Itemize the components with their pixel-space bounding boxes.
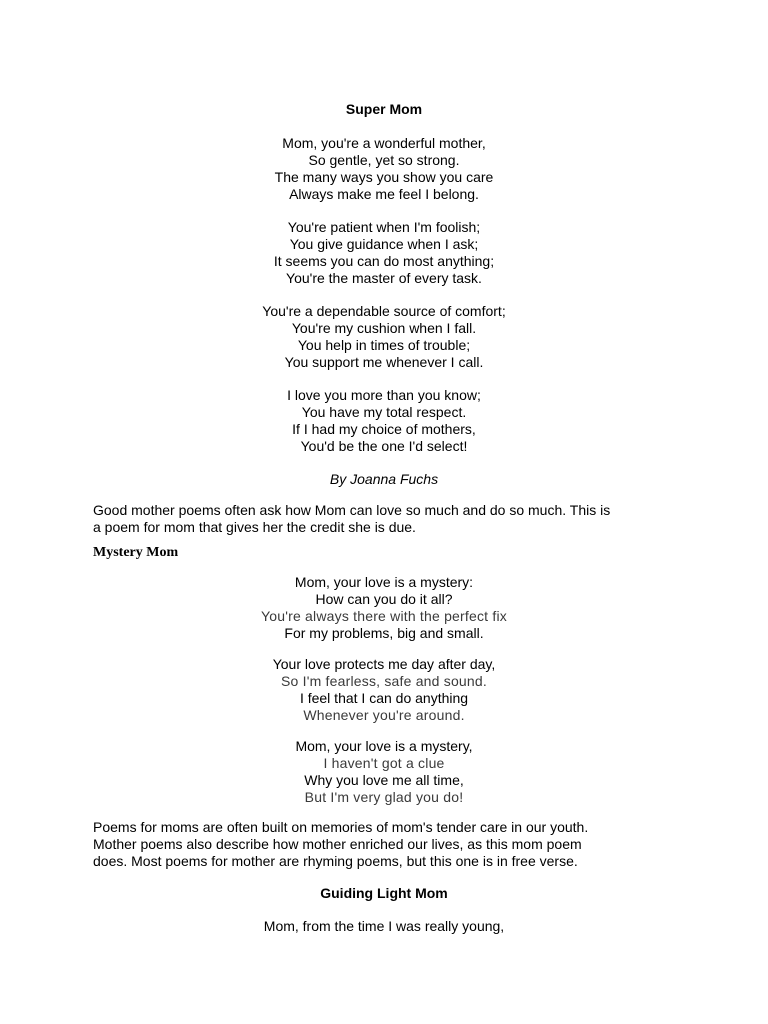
poem-line: You're always there with the perfect fix [261,608,507,624]
poem-line: Mom, your love is a mystery: [294,574,474,590]
paragraph-line: Mother poems also describe how mother enriched our lives, as this mom poem [93,836,582,852]
poem1-stanza-2 [0,219,768,287]
poem-line: How can you do it all? [315,591,453,607]
poem-line: I love you more than you know; [287,387,481,403]
poem-line: Why you love me all time, [304,772,464,788]
poem-line: For my problems, big and small. [284,625,484,641]
poem-line: But I'm very glad you do! [304,789,464,805]
poem1-stanza-3 [0,303,768,371]
poem-line: Always make me feel I belong. [289,186,479,202]
poem-line: If I had my choice of mothers, [292,421,476,437]
poem-line: You're my cushion when I fall. [291,320,477,336]
poem-line: You give guidance when I ask; [289,236,479,252]
poem2-stanza-1 [0,574,768,642]
paragraph-line: Good mother poems often ask how Mom can love so much and do so much. This is [93,502,611,518]
poem-title-guiding-light-mom: Guiding Light Mom [320,885,448,901]
poem-line: Mom, you're a wonderful mother, [282,135,486,151]
poem-line: I haven't got a clue [323,755,445,771]
poem-line: So gentle, yet so strong. [308,152,460,168]
paragraph-line: Poems for moms are often built on memories of mom's tender care in our youth. [93,819,589,835]
poem-line: Mom, from the time I was really young, [263,918,505,934]
poem-line: I feel that I can do anything [299,690,469,706]
poem-line: You support me whenever I call. [284,354,484,370]
poem-line: Mom, your love is a mystery, [295,738,473,754]
poem-line: You have my total respect. [301,404,467,420]
poem2-stanza-3 [0,738,768,806]
poem1-stanza-4 [0,387,768,455]
paragraph-line: a poem for mom that gives her the credit she is due. [93,519,416,535]
poem-line: You're patient when I'm foolish; [287,219,481,235]
poem-line: You're the master of every task. [286,270,482,286]
poem-title-super-mom: Super Mom [345,101,423,117]
poem-line: You'd be the one I'd select! [300,438,468,454]
poem-line: You help in times of trouble; [297,337,471,353]
poem1-stanza-1 [0,135,768,203]
poem-line: You're a dependable source of comfort; [262,303,506,319]
poem-line: Your love protects me day after day, [272,656,496,672]
poem-byline: By Joanna Fuchs [329,471,439,487]
intro-paragraph-1 [93,502,683,536]
poem-line: So I'm fearless, safe and sound. [281,673,487,689]
paragraph-line: does. Most poems for mother are rhyming poems, but this one is in free verse. [93,853,578,869]
poem-title-mystery-mom: Mystery Mom [93,545,179,560]
poem-line: The many ways you show you care [274,169,494,185]
poem3-stanza-1 [0,918,768,935]
poem-line: Whenever you're around. [303,707,465,723]
intro-paragraph-2 [93,819,683,870]
poem2-stanza-2 [0,656,768,724]
poem-line: It seems you can do most anything; [273,253,495,269]
